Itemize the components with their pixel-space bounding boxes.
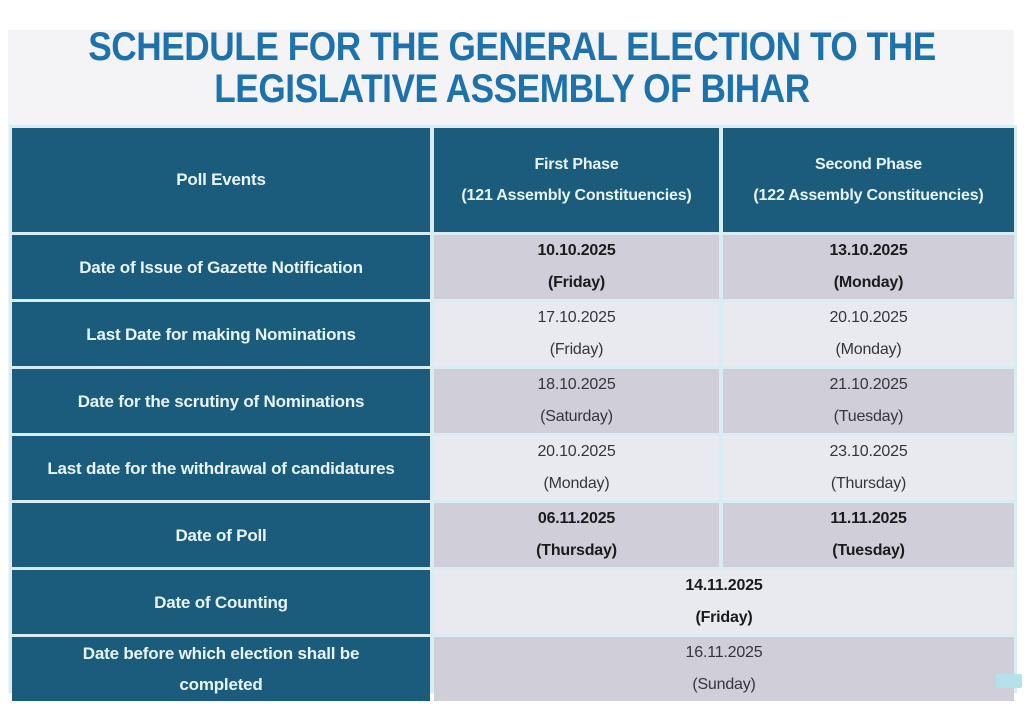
second-phase-header	[723, 128, 1014, 232]
second-phase-date-scrutiny	[723, 369, 1014, 433]
first-phase-date-gazette	[434, 235, 719, 299]
second-phase-subtitle: (122 Assembly Constituencies)	[753, 187, 984, 204]
first-phase-title: First Phase	[534, 156, 619, 173]
day-value: (Thursday)	[830, 475, 907, 492]
date-value: 17.10.2025	[537, 309, 616, 326]
date-value: 20.10.2025	[829, 309, 908, 326]
day-value: (Friday)	[547, 274, 606, 291]
date-value: 06.11.2025	[537, 510, 616, 527]
second-phase-date-gazette	[723, 235, 1014, 299]
first-phase-date-nominations	[434, 302, 719, 366]
combined-date-completion	[434, 637, 1014, 701]
event-label-counting: Date of Counting	[12, 570, 430, 634]
page-title	[0, 26, 1024, 110]
day-value: (Thursday)	[536, 542, 617, 559]
second-phase-date-withdrawal	[723, 436, 1014, 500]
event-label-nominations: Last Date for making Nominations	[12, 302, 430, 366]
first-phase-subtitle: (121 Assembly Constituencies)	[461, 187, 692, 204]
date-value: 16.11.2025	[685, 644, 763, 661]
date-value: 20.10.2025	[537, 443, 616, 460]
date-value: 18.10.2025	[537, 376, 616, 393]
event-label-withdrawal: Last date for the withdrawal of candidatures	[12, 436, 430, 500]
first-phase-header	[434, 128, 719, 232]
day-value: (Saturday)	[540, 408, 613, 425]
page-title-line2: LEGISLATIVE ASSEMBLY OF BIHAR	[214, 67, 810, 111]
day-value: (Monday)	[835, 341, 902, 358]
date-value: 14.11.2025	[685, 577, 763, 594]
date-value: 23.10.2025	[829, 443, 908, 460]
event-label-completion: Date before which election shall be completed	[12, 637, 430, 701]
day-value: (Sunday)	[692, 676, 756, 693]
day-value: (Tuesday)	[832, 542, 905, 559]
day-value: (Friday)	[549, 341, 604, 358]
day-value: (Monday)	[833, 274, 904, 291]
page-title-line1: SCHEDULE FOR THE GENERAL ELECTION TO THE	[88, 25, 936, 69]
combined-date-counting	[434, 570, 1014, 634]
day-value: (Monday)	[543, 475, 610, 492]
first-phase-date-scrutiny	[434, 369, 719, 433]
day-value: (Tuesday)	[833, 408, 904, 425]
date-value: 10.10.2025	[537, 242, 616, 259]
first-phase-date-poll	[434, 503, 719, 567]
second-phase-date-nominations	[723, 302, 1014, 366]
event-label-poll: Date of Poll	[12, 503, 430, 567]
first-phase-date-withdrawal	[434, 436, 719, 500]
corner-highlight-artifact	[996, 674, 1022, 688]
event-label-scrutiny: Date for the scrutiny of Nominations	[12, 369, 430, 433]
date-value: 21.10.2025	[829, 376, 908, 393]
poll-events-header: Poll Events	[12, 128, 430, 232]
second-phase-date-poll	[723, 503, 1014, 567]
date-value: 13.10.2025	[829, 242, 908, 259]
election-schedule-table	[9, 125, 1017, 693]
day-value: (Friday)	[695, 609, 753, 626]
second-phase-title: Second Phase	[815, 156, 922, 173]
event-label-gazette: Date of Issue of Gazette Notification	[12, 235, 430, 299]
date-value: 11.11.2025	[830, 510, 907, 527]
